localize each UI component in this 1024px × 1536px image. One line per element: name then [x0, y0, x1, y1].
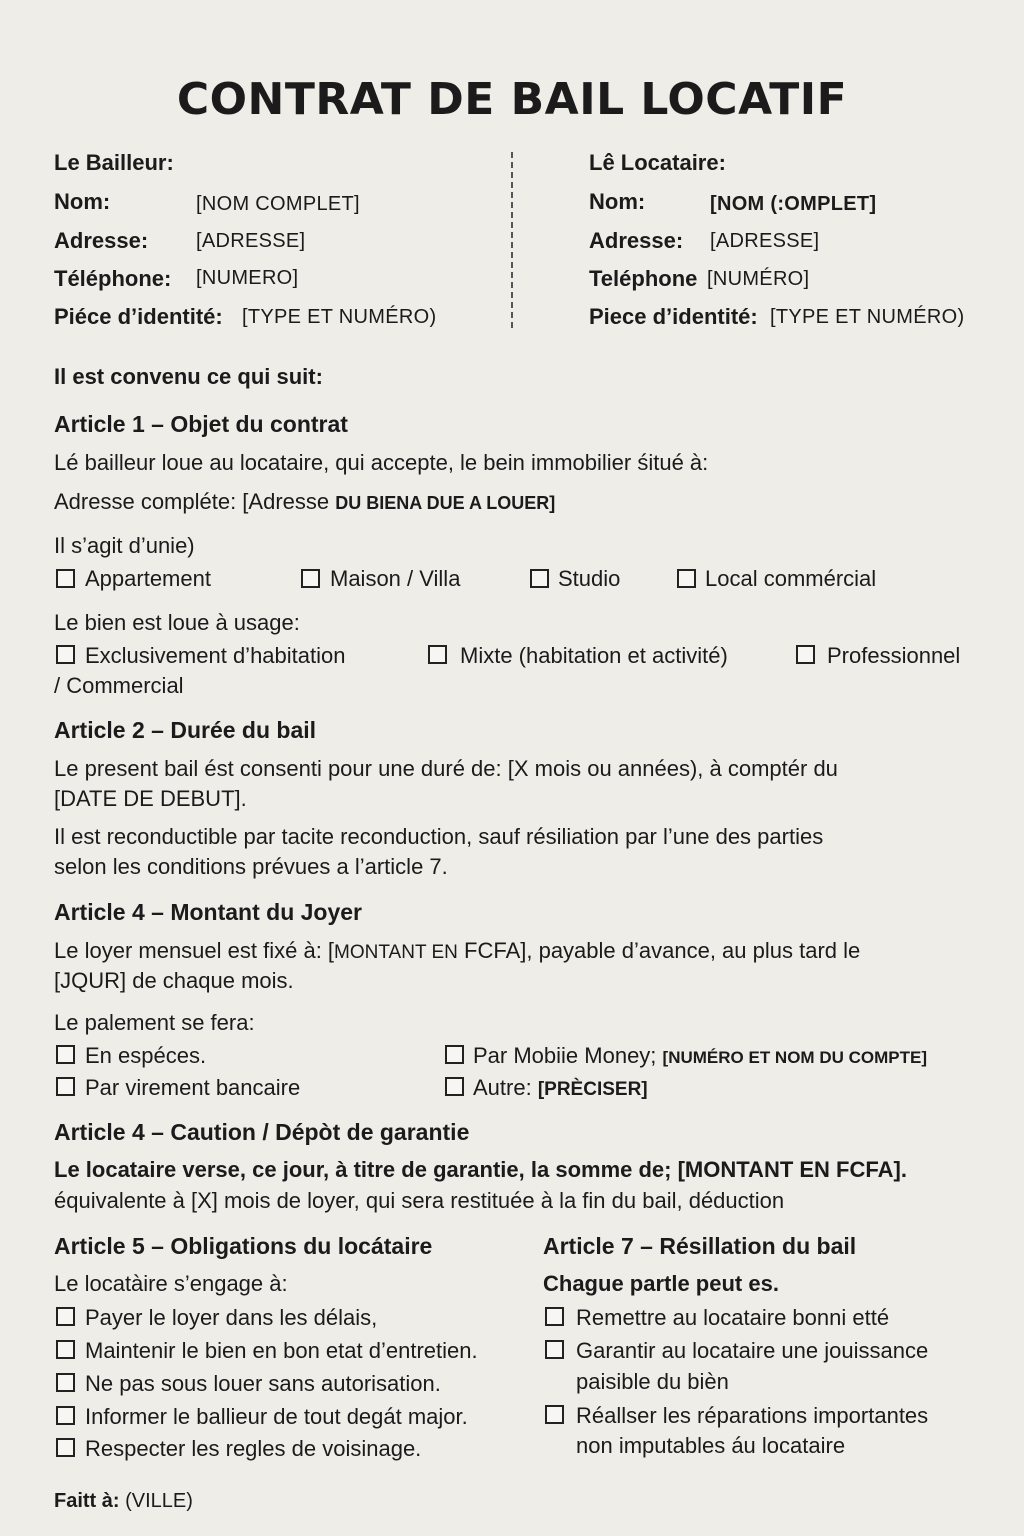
locataire-adresse-value: [ADRESSE] [710, 230, 820, 252]
type-label-studio: Studio [558, 566, 621, 591]
locataire-tel-value: [NUMÉRO] [707, 268, 810, 290]
usage-checkbox-habitation[interactable] [56, 645, 75, 664]
article1-adresse [54, 489, 555, 515]
type-checkbox-appartement[interactable] [56, 569, 75, 588]
usage-checkbox-mixte[interactable] [428, 645, 447, 664]
article7-intro: Chague partle peut es. [543, 1271, 779, 1296]
payment-mobile-value: [NUMÉRO ET NOM DU COMPTE] [662, 1048, 927, 1067]
payment-label-autre [473, 1075, 648, 1101]
bailleur-adresse-label: Adresse: [54, 228, 149, 253]
article1-usage-intro: Le bien est loue à usage: [54, 610, 300, 635]
bailleur-piece-label: Piéce d’identité: [54, 304, 223, 329]
article4-payment-intro: Le palement se fera: [54, 1010, 255, 1035]
bailleur-adresse-value: [ADRESSE] [196, 230, 306, 252]
article4-loyer-heading: Article 4 – Montant du Joyer [54, 899, 363, 925]
payment-label-especes: En espéces. [85, 1043, 207, 1068]
obligation-checkbox-2[interactable] [56, 1340, 75, 1359]
obligation-checkbox-4[interactable] [56, 1406, 75, 1425]
fait-a-label: Faitt à: [54, 1490, 120, 1512]
locataire-nom-label: Nom: [589, 189, 646, 214]
loyer-line1-c: FCFA], payable d’avance, au plus tard le [464, 938, 861, 963]
usage-label-habitation: Exclusivement d’habitation [85, 643, 346, 668]
payment-checkbox-autre[interactable] [445, 1077, 464, 1096]
bailleur-nom-value: [NOM COMPLET] [196, 193, 360, 215]
obligation-item-2: Maintenir le bien en bon etat d’entretien. [85, 1338, 478, 1363]
usage-label-commercial: / Commercial [54, 673, 184, 698]
obligation-checkbox-1[interactable] [56, 1307, 75, 1326]
obligation-item-3: Ne pas sous louer sans autorisation. [85, 1371, 441, 1396]
type-checkbox-maison[interactable] [301, 569, 320, 588]
bailleur-tel-value: [NUMERO] [196, 267, 299, 289]
bailleur-tel-label: Téléphone: [54, 266, 172, 291]
type-checkbox-local[interactable] [677, 569, 696, 588]
intro-text: Il est convenu ce qui suit: [54, 364, 323, 389]
article4-caution-line1: Le locataire verse, ce jour, à titre de garantie, la somme de; [MONTANT EN FCFA]. [54, 1157, 907, 1182]
article5-intro: Le locatàire s’engage à: [54, 1271, 288, 1296]
article1-type-intro: Il s’agit d’unie) [54, 533, 195, 558]
locataire-heading: Lê Locataire: [589, 150, 726, 175]
resiliation-checkbox-2[interactable] [545, 1340, 564, 1359]
article7-heading: Article 7 – Résillation du bail [543, 1233, 857, 1259]
payment-autre-value: [PRÈCISER] [537, 1079, 648, 1100]
obligation-checkbox-5[interactable] [56, 1438, 75, 1457]
article2-p2-line1: Il est reconductible par tacite reconduction, sauf résiliation par l’une des parties [54, 824, 824, 849]
article4-caution-heading: Article 4 – Caution / Dépòt de garantie [54, 1119, 470, 1145]
article2-p2-line2: selon les conditions prévues a l’article 7. [54, 854, 448, 879]
article4-loyer-line2: [JQUR] de chaque mois. [54, 968, 294, 993]
resiliation-item-1: Remettre au locataire bonni etté [576, 1305, 890, 1330]
loyer-line1-b: MONTANT EN [334, 942, 458, 963]
article2-p1-line1: Le present bail ést consenti pour une duré de: [X mois ou années), à comptér du [54, 756, 838, 781]
article1-line1: Lé bailleur loue au locataire, qui accepte, le bein immobilier śitué à: [54, 450, 709, 475]
usage-label-mixte: Mixte (habitation et activité) [460, 643, 728, 668]
type-checkbox-studio[interactable] [530, 569, 549, 588]
fait-a-value: (VILLE) [125, 1490, 193, 1512]
article1-adresse-prefix: Adresse compléte: [Adresse [54, 489, 330, 514]
resiliation-item-2-line1: Garantir au locataire une jouissance [576, 1338, 929, 1363]
article2-heading: Article 2 – Durée du bail [54, 717, 317, 743]
obligation-item-1: Payer le loyer dans les délais, [85, 1305, 378, 1330]
usage-checkbox-professionnel[interactable] [796, 645, 815, 664]
resiliation-item-3-line2: non imputables áu locataire [576, 1433, 846, 1458]
payment-label-virement: Par virement bancaire [85, 1075, 301, 1100]
resiliation-checkbox-3[interactable] [545, 1405, 564, 1424]
article4-loyer-line1 [54, 938, 860, 964]
bailleur-heading: Le Bailleur: [54, 150, 174, 175]
locataire-tel-label: Teléphone [589, 266, 698, 291]
bailleur-piece-value: [TYPE ET NUMÉRO) [242, 306, 437, 328]
locataire-piece-value: [TYPE ET NUMÉRO) [770, 306, 965, 328]
type-label-local: Local commércial [705, 566, 877, 591]
usage-label-professionnel: Professionnel [827, 643, 961, 668]
locataire-piece-label: Piece d’identité: [589, 304, 758, 329]
payment-checkbox-virement[interactable] [56, 1077, 75, 1096]
resiliation-item-2-line2: paisible du bièn [576, 1369, 729, 1394]
resiliation-checkbox-1[interactable] [545, 1307, 564, 1326]
page-title: CONTRAT DE BAIL LOCATIF [176, 74, 848, 125]
payment-mobile-label: Par Mobiie Money; [473, 1043, 657, 1068]
payment-checkbox-especes[interactable] [56, 1045, 75, 1064]
locataire-nom-value: [NOM (:OMPLET] [710, 193, 877, 215]
article1-adresse-suffix: DU BIENA DUE A LOUER] [335, 493, 556, 513]
parties-divider [511, 152, 513, 328]
article1-heading: Article 1 – Objet du contrat [54, 411, 348, 437]
resiliation-item-3-line1: Réallser les réparations importantes [576, 1403, 929, 1428]
fait-a-line [54, 1490, 193, 1513]
obligation-checkbox-3[interactable] [56, 1373, 75, 1392]
type-label-appartement: Appartement [85, 566, 211, 591]
locataire-adresse-label: Adresse: [589, 228, 684, 253]
type-label-maison: Maison / Villa [330, 566, 461, 591]
loyer-line1-a: Le loyer mensuel est fixé à: [ [54, 938, 335, 963]
payment-checkbox-mobile[interactable] [445, 1045, 464, 1064]
bailleur-nom-label: Nom: [54, 189, 111, 214]
payment-label-mobile [473, 1043, 927, 1069]
article2-p1-line2: [DATE DE DEBUT]. [54, 786, 247, 811]
article4-caution-line2: équivalente à [X] mois de loyer, qui sera restituée à la fin du bail, déduction [54, 1188, 785, 1213]
payment-autre-label: Autre: [473, 1075, 532, 1100]
article5-heading: Article 5 – Obligations du locátaire [54, 1233, 433, 1259]
obligation-item-4: Informer le ballieur de tout degát major. [85, 1404, 468, 1429]
obligation-item-5: Respecter les regles de voisinage. [85, 1436, 422, 1461]
